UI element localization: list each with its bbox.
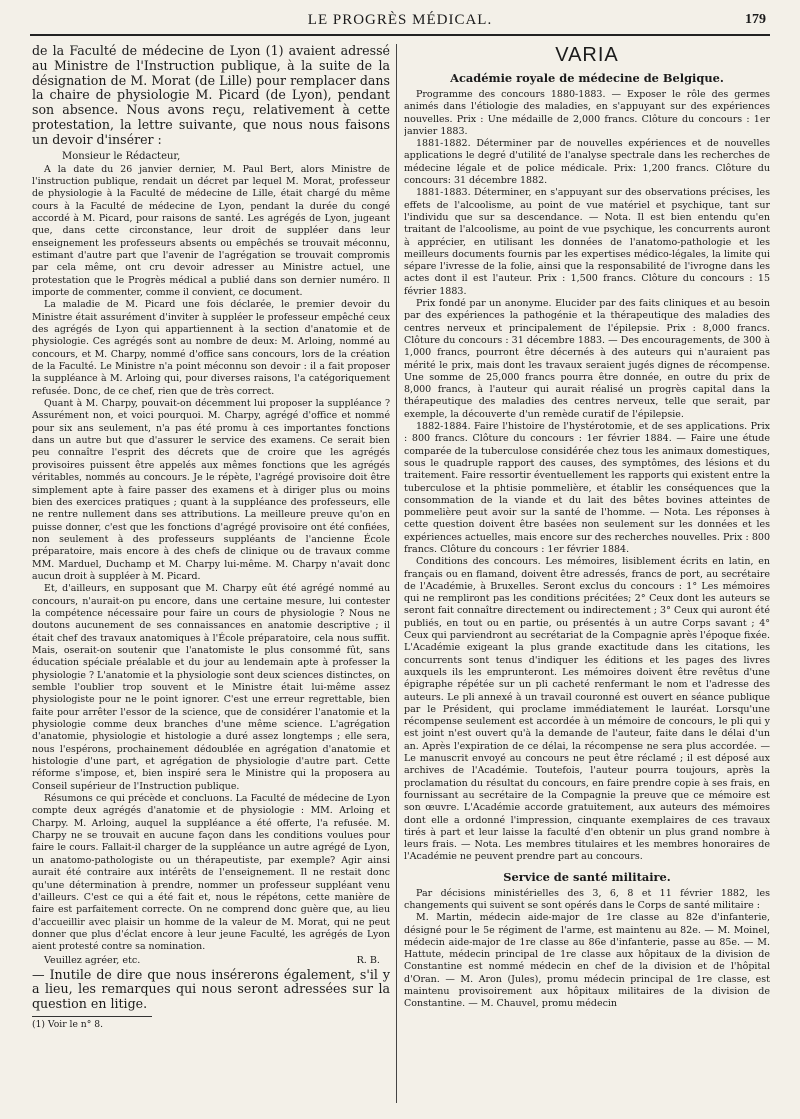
concours-paragraph: 1881-1883. Déterminer, en s'appuyant sur des observations précises, les effets de l'alcoolisme, au point de vue matériel et psychique, tant sur l'individu que sur sa descendance. — Nota. Il est bien entendu qu'en traitant de l'alcoolisme, au point de vue psychique, les concurrents auront à apprécier, en utilisant les données de l'anatomo-pathologie et les meilleurs documents fournis par les expertises médico-légales, la limite qui sépare l'ivresse de la folie, ainsi que la responsabilité de l'ivrogne dans les actes dont il est l'auteur. Prix : 1,500 francs. Clôture du concours : 15 février 1883. [404,187,770,297]
closing-line [32,955,390,966]
right-column [404,44,770,1103]
military-paragraph: M. Martin, médecin aide-major de 1re classe au 82e d'infanterie, désigné pour le 5e régiment de l'arme, est maintenu au 82e. — M. Moinel, médecin aide-major de 1re classe au 86e d'infanterie, passe au 85e. — M. Hattute, médecin principal de 1re classe aux hôpitaux de la division de Constantine est nommé médecin en chef de la division et de l'hôpital d'Oran. — M. Aron (Jules), promu médecin principal de 1re classe, est maintenu provisoirement aux hôpitaux militaires de la division de Constantine. — M. Chauvel, promu médecin [404,912,770,1010]
concours-paragraph: 1882-1884. Faire l'histoire de l'hystérotomie, et de ses applications. Prix : 800 francs. Clôture du concours : 1er février 1884. — Faire une étude comparée de la tuberculose considérée chez tous les animaux domestiques, sous le quadruple rapport des causes, des symptômes, des lésions et du traitement. Faire ressortir éventuellement les rapports qui existent entre la tuberculose et la phtisie pommelière, et établir les conséquences que la consommation de la viande et du lait des bêtes bovines atteintes de pommelière peut avoir sur la santé de l'homme. — Nota. Les réponses à cette question doivent être basées non seulement sur les données et les expériences actuelles, mais encore sur des recherches nouvelles. Prix : 800 francs. Clôture du concours : 1er février 1884. [404,421,770,555]
page-number: 179 [745,12,766,27]
letter-paragraph: A la date du 26 janvier dernier, M. Paul Bert, alors Ministre de l'instruction publique, rendait un décret par lequel M. Morat, professeur de physiologie à la Faculté de médecine de Lille, était chargé du même cours à la Faculté de médecine de Lyon, pendant la durée du congé accordé à M. Picard, pour raisons de santé. Les agrégés de Lyon, jugeant que, dans cette circonstance, leur droit de suppléer dans leur enseignement les professeurs absents ou empêchés se trouvait méconnu, estimant d'autre part que l'avenir de l'agrégation se trouvait compromis par cela même, ont cru devoir adresser au Ministre actuel, une protestation que le Progrès médical a publié dans son dernier numéro. Il importe de commenter, comme il convient, ce document. [32,163,390,299]
running-head [30,8,770,36]
column-rule [396,44,397,1103]
conditions-paragraph: Conditions des concours. Les mémoires, lisiblement écrits en latin, en français ou en flamand, doivent être adressés, francs de port, au secrétaire de l'Académie, à Bruxelles. Seront exclus du concours : 1° Les mémoires qui ne rempliront pas les conditions précitées; 2° Ceux dont les auteurs se seront fait connaître directement ou indirectement ; 3° Ceux qui auront été publiés, en tout ou en partie, ou présentés à un autre Corps savant ; 4° Ceux qui parviendront au secrétariat de la Compagnie après l'époque fixée. L'Académie exigeant la plus grande exactitude dans les citations, les concurrents sont tenus d'indiquer les éditions et les pages des livres auxquels ils les emprunteront. Les mémoires doivent être revêtus d'une épigraphe répétée sur un pli cacheté renfermant le nom et l'adresse des auteurs. Le pli annexé à un travail couronné est ouvert en séance publique par le Président, qui proclame immédiatement le lauréat. Lorsqu'une récompense seulement est accordée à un mémoire de concours, le pli qui y est joint n'est ouvert qu'à la demande de l'auteur, faite dans le délai d'un an. Après l'expiration de ce délai, la récompense ne sera plus accordée. — Le manuscrit envoyé au concours ne peut être réclamé ; il est déposé aux archives de l'Académie. Toutefois, l'auteur pourra toujours, après la proclamation du résultat du concours, en faire prendre copie à ses frais, en fournissant au secrétaire de la Compagnie la preuve que ce mémoire est son œuvre. L'Académie accorde gratuitement, aux auteurs des mémoires dont elle a ordonné l'impression, cinquante exemplaires de ces travaux tirés à part et leur laisse la faculté d'en obtenir un plus grand nombre à leurs frais. — Nota. Les membres titulaires et les membres honoraires de l'Académie ne peuvent prendre part au concours. [404,556,770,863]
subsection-heading-sante-militaire: Service de santé militaire. [503,869,671,884]
letter-paragraph: Quant à M. Charpy, pouvait-on décemment lui proposer la suppléance ? Assurément non, et voici pourquoi. M. Charpy, agrégé d'office et nommé pour six ans seulement, n'a pas été promu à ces importantes fonctions dans un autre but que d'assurer le service des examens. Ce serait bien peu connaître l'esprit des décrets que de croire que les agrégés provisoires puissent être appelés aux mêmes fonctions que les agrégés véritables, nommés au concours. Je le répète, l'agrégé provisoire doit être simplement apte à faire passer des examens et à diriger plus ou moins bien des exercices pratiques ; quant à la suppléance des professeurs, elle ne rentre nullement dans ses attributions. La meilleure preuve qu'on en puisse donner, c'est que les fonctions d'agrégé provisoire ont été confiées, non seulement à des professeurs suppléants de l'ancienne École préparatoire, mais encore à des chefs de clinique ou de travaux comme MM. Marduel, Duchamp et M. Charpy lui-même. M. Charpy n'avait donc aucun droit à suppléer à M. Picard. [32,398,390,582]
footnote: (1) Voir le n° 8. [32,1018,104,1030]
concours-paragraph: 1881-1882. Déterminer par de nouvelles expériences et de nouvelles applications le degré d'utilité de l'analyse spectrale dans les recherches de médecine légale et de police médicale. Prix: 1,200 francs. Clôture du concours: 31 décembre 1882. [404,138,770,187]
signature: R. B. [356,954,380,966]
intro-paragraph: de la Faculté de médecine de Lyon (1) avaient adressé au Ministre de l'Instruction publique, à la suite de la désignation de M. Morat (de Lille) pour remplacer dans la chaire de physiologie M. Picard (de Lyon), pendant son absence. Nous avons reçu, relativement à cette protestation, la lettre suivante, que nous nous faisons un devoir d'insérer : [32,44,390,147]
military-paragraph: Par décisions ministérielles des 3, 6, 8 et 11 février 1882, les changements qui suivent se sont opérés dans le Corps de santé militaire : [404,887,770,911]
letter-paragraph: Et, d'ailleurs, en supposant que M. Charpy eût été agrégé nommé au concours, n'aurait-on pu encore, dans une certaine mesure, lui contester la compétence nécessaire pour faire un cours de physiologie ? Nous ne doutons aucunement de ses connaissances en anatomie descriptive ; il était chef des travaux anatomiques à l'École préparatoire, cela nous suffit. Mais, oserait-on soutenir que l'anatomiste le plus consommé fût, sans éducation spéciale préalable et du jour au lendemain apte à professer la physiologie ? L'anatomie et la physiologie sont deux sciences distinctes, on semble l'oublier trop souvent et le Ministre était lui-même assez physiologiste pour ne le point ignorer. C'est une erreur regrettable, bien faite pour arrêter l'essor de la science, que de considérer l'anatomie et la physiologie comme deux branches d'une même science. L'agrégation d'anatomie, physiologie et histologie a duré assez longtemps ; elle sera, nous l'espérons, prochainement dédoublée en agrégation d'anatomie et histologie d'une part, et agrégation de physiologie d'autre part. Cette réforme s'impose, et, bien inspiré sera le Ministre qui la proposera au Conseil supérieur de l'Instruction publique. [32,583,390,792]
section-heading-varia: VARIA [555,44,619,66]
journal-title: LE PROGRÈS MÉDICAL. [307,12,493,28]
letter-paragraph: La maladie de M. Picard une fois déclarée, le premier devoir du Ministre était assurément d'inviter à suppléer le professeur empêché ceux des agrégés de Lyon qui appartiennent à la section d'anatomie et de physiologie. Ces agrégés sont au nombre de deux: M. Arloing, nommé au concours, et M. Charpy, nommé d'office sans concours, lors de la création de la Faculté. Le Ministre n'a point méconnu son devoir : il a fait proposer la suppléance à M. Arloing qui, pour diverses raisons, l'a catégoriquement refusée. Donc, de ce chef, rien que de très correct. [32,299,390,397]
subsection-heading-academie: Académie royale de médecine de Belgique. [450,71,724,85]
editor-note: — Inutile de dire que nous insérerons également, s'il y a lieu, les remarques qui nous seront adressées sur la question en litige. [32,966,390,1012]
concours-paragraph: Prix fondé par un anonyme. Elucider par des faits cliniques et au besoin par des expériences la pathogénie et la thérapeutique des maladies des centres nerveux et principalement de l'épilepsie. Prix : 8,000 francs. Clôture du concours : 31 décembre 1883. — Des encouragements, de 300 à 1,000 francs, pourront être décernés à des auteurs qui n'auraient pas mérité le prix, mais dont les travaux seraient jugés dignes de récompense. Une somme de 25,000 francs pourra être donnée, en outre du prix de 8,000 francs, à l'auteur qui aurait réalisé un progrès capital dans la thérapeutique des maladies des centres nerveux, telle que serait, par exemple, la découverte d'un remède curatif de l'épilepsie. [404,298,770,420]
closing-formula: Veuillez agréer, etc. [44,954,141,966]
letter-paragraph: Résumons ce qui précède et concluons. La Faculté de médecine de Lyon compte deux agrégés d'anatomie et de physiologie : MM. Arloing et Charpy. M. Arloing, auquel la suppléance a été offerte, l'a refusée. M. Charpy ne se trouvait en aucune façon dans les conditions voulues pour faire le cours. Fallait-il charger de la suppléance un autre agrégé de Lyon, un anatomo-pathologiste ou un thérapeutiste, par exemple? Agir ainsi aurait été contraire aux intérêts de l'enseignement. Il ne restait donc qu'une détermination à prendre, nommer un professeur suppléant venu d'ailleurs. C'est ce qui a été fait et, nous le répétons, cette manière de faire est parfaitement correcte. On ne comprend donc guère que, au lieu d'accueillir avec plaisir un homme de la valeur de M. Morat, qui ne peut donner que plus d'éclat encore à leur jeune Faculté, les agrégés de Lyon aient protesté contre sa nomination. [32,793,390,953]
left-column [32,44,390,1103]
concours-paragraph: Programme des concours 1880-1883. — Exposer le rôle des germes animés dans l'étiologie des maladies, en s'appuyant sur des expériences nouvelles. Prix : Une médaille de 2,000 francs. Clôture du concours : 1er janvier 1883. [404,89,770,137]
footnote-separator [32,1016,152,1017]
salutation: Monsieur le Rédacteur, [62,150,181,162]
